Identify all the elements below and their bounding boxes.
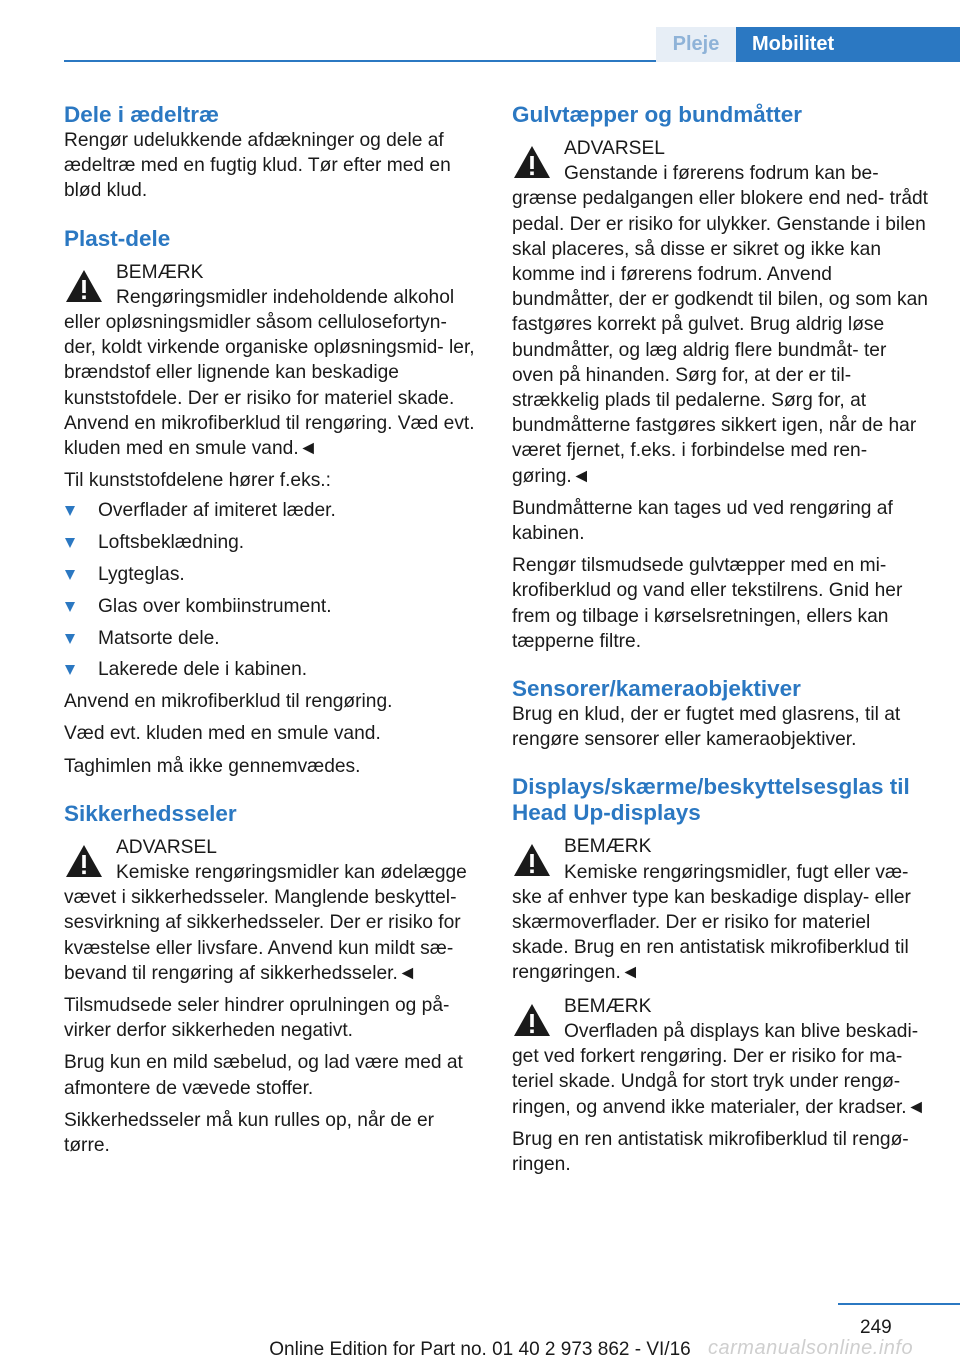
paragraph: Taghimlen må ikke gennemvædes. [64, 755, 361, 777]
watermark: carmanualsonline.info [708, 1337, 914, 1359]
edition-line: Online Edition for Part no. 01 40 2 973 862 - VI/16 [269, 1339, 691, 1360]
list-item: Loftsbeklædning. [64, 530, 482, 555]
paragraph: Anvend en mikrofiberklud til rengøring. [64, 691, 393, 713]
paragraph: Brug kun en mild sæbelud, og lad være med at afmontere de vævede stoffer. [64, 1052, 463, 1099]
list-intro: Til kunststofdelene hører f.eks.: [64, 470, 331, 492]
warning-text: Kemiske rengøringsmidler kan ødelægge vævet i sikkerhedsseler. Manglende beskyttel- sesvirkning af sikkerhedsseler. Der er risiko for kvæstelse eller livsfare. Anvend kun mildt sæ- bevand til rengøring af sikkerhedsseler.◄ [64, 862, 467, 984]
tab-mobilitet[interactable]: Mobilitet [736, 27, 960, 62]
tab-pleje[interactable]: Pleje [656, 27, 736, 62]
section-title-aedeltrae: Dele i ædeltræ [64, 102, 220, 127]
notice-box [512, 834, 932, 985]
triangle-bullet-icon [65, 570, 75, 580]
left-column [64, 102, 482, 1165]
list-item: Overflader af imiteret læder. [64, 498, 482, 523]
right-column [512, 102, 932, 1184]
triangle-bullet-icon [65, 538, 75, 548]
warning-box [64, 835, 482, 986]
warning-triangle-icon [512, 1002, 552, 1038]
warning-box [512, 136, 932, 489]
paragraph: Rengør tilsmudsede gulvtæpper med en mi- krofiberklud og vand eller tekstilrens. Gnid her frem og tilbage i kørselsretningen, ellers kan tæpperne filtre. [512, 555, 903, 652]
section-title-sikkerhedsseler: Sikkerhedsseler [64, 800, 237, 826]
warning-triangle-icon [512, 842, 552, 878]
section-title-plast-dele: Plast-dele [64, 225, 171, 251]
warning-text: Genstande i førerens fodrum kan be- grænse pedalgangen eller blokere end ned- trådt pedal. Der er risiko for ulykker. Genstande i bilen skal placeres, så disse er sikret og ikke kan komme ind i førerens fodrum. Anvend bundmåtter, der er godkendt til bilen, og som kan fastgøres korrekt på gulvet. Brug aldrig løse bundmåtter, og læg aldrig flere bundmåt- ter oven på hinanden. Sørg for, at der er til- strækkelig plads til pedalerne. Sørg for, at bundmåtterne fastgøres sikkert igen, når de har været fjernet, f.eks. i forbindelse med ren- gøring.◄ [512, 163, 929, 487]
notice-text: Rengøringsmidler indeholdende alkohol eller opløsningsmidler såsom cellulosefortyn- der, koldt virkende organiske opløsningsmid- ler, brændstof eller lignende kan beskadige kunststofdele. Der er risiko for materiel skade. Anvend en mikrofiberklud til rengøring. Væd evt. kluden med en smule vand.◄ [64, 286, 475, 460]
triangle-bullet-icon [65, 602, 75, 612]
list-item: Matsorte dele. [64, 626, 482, 651]
section-title-gulvtaepper: Gulvtæpper og bundmåtter [512, 102, 803, 127]
notice-label: BEMÆRK [564, 836, 652, 858]
notice-box [512, 994, 932, 1120]
list-item: Lygteglas. [64, 562, 482, 587]
paragraph: Væd evt. kluden med en smule vand. [64, 723, 381, 745]
plastic-parts-list [64, 498, 482, 682]
triangle-bullet-icon [65, 665, 75, 675]
notice-label: BEMÆRK [564, 995, 652, 1017]
section-title-displays: Displays/skærme/beskyttelsesglas til Head Up-displays [512, 774, 910, 826]
section-title-sensorer: Sensorer/kameraobjektiver [512, 676, 801, 702]
warning-triangle-icon [64, 843, 104, 879]
triangle-bullet-icon [65, 506, 75, 516]
warning-triangle-icon [512, 144, 552, 180]
list-item: Lakerede dele i kabinen. [64, 657, 482, 682]
paragraph: Brug en klud, der er fugtet med glasrens, til at rengøre sensorer eller kameraobjektiver. [512, 704, 901, 751]
paragraph: Rengør udelukkende afdækninger og dele af ædeltræ med en fugtig klud. Tør efter med en blød klud. [64, 130, 451, 202]
page-number: 249 [860, 1317, 892, 1338]
paragraph: Brug en ren antistatisk mikrofiberklud til rengø- ringen. [512, 1128, 909, 1175]
notice-label: BEMÆRK [116, 261, 204, 283]
warning-label: ADVARSEL [116, 836, 217, 858]
triangle-bullet-icon [65, 634, 75, 644]
paragraph: Sikkerhedsseler må kun rulles op, når de er tørre. [64, 1109, 435, 1157]
warning-triangle-icon [64, 268, 104, 304]
list-item: Glas over kombiinstrument. [64, 594, 482, 619]
paragraph: Tilsmudsede seler hindrer oprulningen og på- virker derfor sikkerheden negativt. [64, 995, 450, 1042]
notice-text: Kemiske rengøringsmidler, fugt eller væ- ske af enhver type kan beskadige display- eller skærmoverflader. Der er risiko for materiel skade. Brug en ren antistatisk mikrofiberklud til rengøringen.◄ [512, 861, 911, 984]
warning-label: ADVARSEL [564, 138, 665, 159]
notice-box [64, 260, 482, 462]
notice-text: Overfladen på displays kan blive beskadi- get ved forkert rengøring. Der er risiko for ma- teriel skade. Undgå for stort tryk under rengø- ringen, og anvend ikke materialer, der kradser.◄ [512, 1020, 926, 1118]
footer-rule [838, 1303, 960, 1305]
paragraph: Bundmåtterne kan tages ud ved rengøring af kabinen. [512, 497, 893, 545]
